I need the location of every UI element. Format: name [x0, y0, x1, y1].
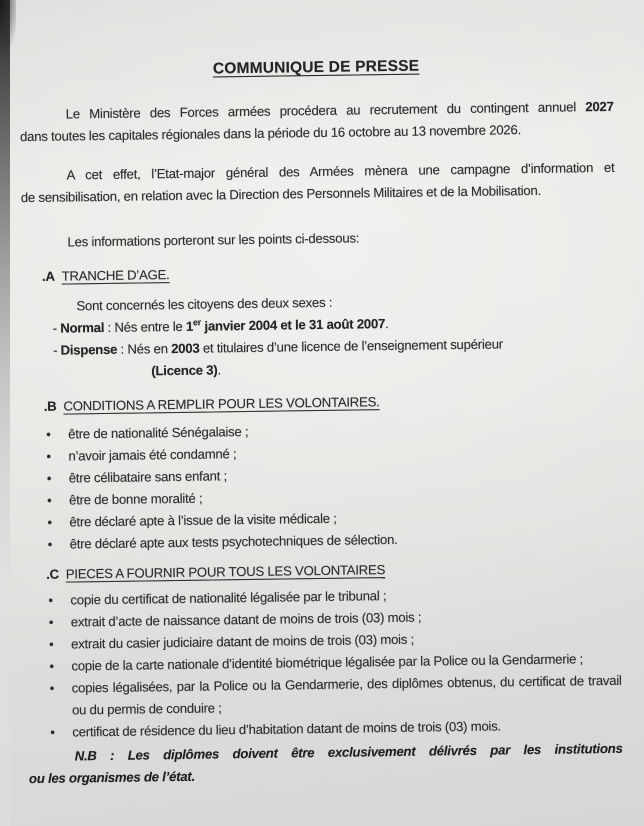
nb-note: [29, 738, 624, 790]
section-b-heading: [44, 388, 618, 418]
list-item-text: copies légalisées, par la Police ou la Gendarmerie, des diplômes obtenus, du certificat de travail ou du permis de conduire ;: [71, 672, 622, 718]
section-b-marker: .B: [43, 398, 57, 414]
section-a-heading: [42, 258, 616, 288]
list-item-text: copie du certificat de nationalité légalisée par le tribunal ;: [70, 588, 387, 608]
period: .: [217, 362, 221, 378]
list-item-text: être célibataire sans enfant ;: [68, 468, 228, 486]
intro-paragraph-1-line-2: dans toutes les capitales régionales dans la période du 16 octobre au 13 novembre 2026.: [19, 122, 522, 145]
documents-list: [26, 582, 622, 744]
section-b-heading-text: CONDITIONS A REMPLIR POUR LES VOLONTAIRES.: [63, 394, 380, 414]
dispense-label: Dispense: [60, 341, 118, 358]
list-item-text: être déclaré apte aux tests psychotechniques de sélection.: [69, 531, 398, 552]
date-bold-rest: janvier 2004 et le 31 août 2007: [200, 316, 386, 334]
intro-paragraph-2-line-1: A cet effet, l’Etat-major général des Armées mènera une campagne d’information et: [66, 159, 615, 183]
list-item-text: extrait du casier judiciaire datant de moins de trois (03) mois ;: [70, 631, 415, 652]
section-a-heading-text: TRANCHE D’AGE.: [61, 267, 170, 284]
intro-paragraph-2-line-2: de sensibilisation, en relation avec la Direction des Personnels Militaires et de la Mobilisation.: [20, 182, 542, 206]
section-c-heading: [46, 556, 620, 586]
list-item-text: copie de la carte nationale d’identité biométrique légalisée par la Police ou la Gendarmerie ;: [71, 651, 584, 674]
superscript-er: er: [192, 317, 202, 328]
dash: -: [52, 320, 61, 336]
section-a-marker: .A: [41, 268, 55, 284]
normal-text: : Nés entre le: [104, 318, 187, 336]
paragraph-text: Le Ministère des Forces armées procédera au recrutement du contingent annuel: [65, 99, 586, 122]
document-title: COMMUNIQUE DE PRESSE: [212, 57, 420, 78]
dash: -: [52, 342, 61, 358]
list-item-text: être de bonne moralité ;: [68, 490, 203, 508]
list-item-text: certificat de résidence du lieu d’habitation datant de moins de trois (03) mois.: [72, 718, 502, 740]
nb-note-line-1: N.B : Les diplômes doivent être exclusivement délivrés par les institutions: [74, 740, 623, 764]
year-bold: 2003: [171, 340, 200, 357]
dispense-rest: et titulaires d’une licence de l’enseignement supérieur: [199, 336, 503, 356]
bold-year: 2027: [585, 98, 614, 115]
section-c-marker: .C: [46, 566, 59, 582]
list-item-text: n’avoir jamais été condamné ;: [68, 446, 237, 464]
date-bold: 1: [185, 318, 194, 334]
list-item-text: extrait d’acte de naissance datant de moins de trois (03) mois ;: [70, 609, 422, 630]
period: .: [385, 316, 389, 332]
nb-note-line-2: ou les organismes de l’état.: [28, 768, 196, 787]
list-item-text: être déclaré apte à l’issue de la visite médicale ;: [69, 510, 337, 530]
list-item-text: être de nationalité Sénégalaise ;: [68, 424, 249, 442]
normal-label: Normal: [60, 320, 105, 336]
licence-bold: (Licence 3): [151, 362, 218, 379]
section-c-heading-text: PIECES A FOURNIR POUR TOUS LES VOLONTAIRES: [65, 562, 386, 582]
conditions-list: [24, 416, 620, 556]
info-paragraph: Les informations porteront sur les points ci-dessous:: [67, 230, 360, 250]
age-intro-line: Sont concernés les citoyens des deux sexes :: [76, 294, 333, 314]
dispense-text: : Nés en: [117, 341, 172, 357]
